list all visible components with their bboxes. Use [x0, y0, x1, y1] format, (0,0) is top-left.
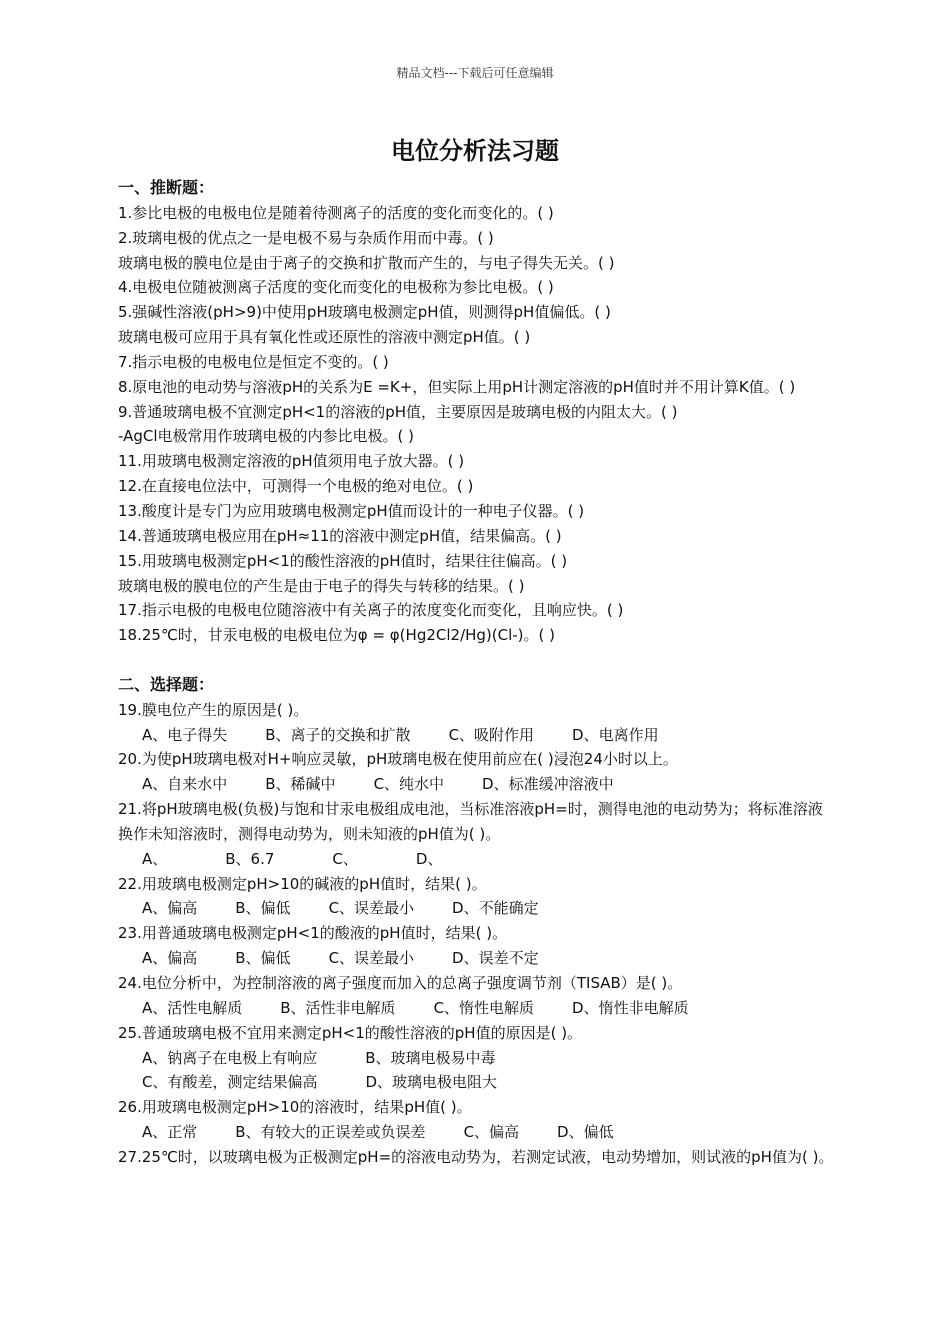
option: A、 [142, 849, 168, 868]
question-21: 21.将pH玻璃电极(负极)与饱和甘汞电极组成电池，当标准溶液pH=时，测得电池的电动势为；将标准溶液换作未知溶液时，测得电动势为，则未知液的pH值为( )。 [118, 800, 823, 843]
section-heading-judgement: 一、推断题： [118, 178, 215, 197]
option: A、自来水中 [142, 775, 228, 794]
question-line: 2.玻璃电极的优点之一是电极不易与杂质作用而中毒。( ) [118, 228, 494, 247]
option: A、活性电解质 [142, 998, 243, 1017]
question-line: 9.普通玻璃电极不宜测定pH<1的溶液的pH值，主要原因是玻璃电极的内阻太大。( ) [118, 402, 678, 421]
option: B、离子的交换和扩散 [265, 725, 411, 744]
option: C、吸附作用 [448, 725, 535, 744]
option: B、活性非电解质 [280, 998, 396, 1017]
option: A、电子得失 [142, 725, 228, 744]
option: C、惰性电解质 [433, 998, 535, 1017]
question-line: 8.原电池的电动势与溶液pH的关系为E =K+，但实际上用pH计测定溶液的pH值时并不用计算K值。( ) [118, 377, 796, 396]
option: C、纯水中 [373, 775, 445, 794]
question-line: 18.25℃时，甘汞电极的电极电位为φ = φ(Hg2Cl2/Hg)(Cl-)。( ) [118, 626, 556, 645]
question-22: 22.用玻璃电极测定pH>10的碱液的pH值时，结果( )。 [118, 874, 487, 893]
option: D、误差不定 [452, 949, 539, 968]
question-line: 15.用玻璃电极测定pH<1的酸性溶液的pH值时，结果往往偏高。( ) [118, 551, 568, 570]
question-26: 26.用玻璃电极测定pH>10的溶液时，结果pH值( )。 [118, 1098, 472, 1117]
section-heading-choice: 二、选择题： [118, 674, 215, 694]
option: C、误差最小 [328, 899, 415, 918]
option: B、稀碱中 [265, 775, 336, 794]
document-body [118, 176, 834, 1170]
option: D、 [415, 849, 443, 868]
question-line: 1.参比电极的电极电位是随着待测离子的活度的变化而变化的。( ) [118, 203, 554, 222]
option: D、惰性非电解质 [572, 998, 689, 1017]
question-line: 7.指示电极的电极电位是恒定不变的。( ) [118, 352, 389, 371]
option: A、偏高 [142, 949, 198, 968]
question-line: 4.电极电位随被测离子活度的变化而变化的电极称为参比电极。( ) [118, 278, 554, 297]
question-line: 玻璃电极的膜电位的产生是由于电子的得失与转移的结果。( ) [118, 576, 525, 595]
options-22 [118, 896, 834, 921]
option: C、有酸差，测定结果偏高 [142, 1073, 318, 1092]
question-line: 17.指示电极的电极电位随溶液中有关离子的浓度变化而变化，且响应快。( ) [118, 601, 624, 620]
page-header: 精品文档---下载后可任意编辑 [396, 66, 554, 80]
question-24: 24.电位分析中，为控制溶液的离子强度而加入的总离子强度调节剂（TISAB）是( )。 [118, 974, 683, 992]
spacer [118, 648, 834, 673]
question-line: 14.普通玻璃电极应用在pH≈11的溶液中测定pH值，结果偏高。( ) [118, 526, 562, 545]
option: B、玻璃电极易中毒 [365, 1048, 496, 1067]
option: C、偏高 [463, 1123, 520, 1142]
option: A、正常 [142, 1123, 198, 1142]
question-line: 玻璃电极可应用于具有氧化性或还原性的溶液中测定pH值。( ) [118, 328, 531, 347]
option: C、 [332, 849, 358, 868]
option: D、偏低 [557, 1123, 614, 1142]
question-20: 20.为使pH玻璃电极对H+响应灵敏，pH玻璃电极在使用前应在( )浸泡24小时以上。 [118, 750, 678, 769]
option: B、6.7 [225, 849, 275, 868]
options-24 [118, 996, 834, 1021]
options-25-b [118, 1070, 834, 1095]
option: D、不能确定 [452, 899, 539, 918]
options-25-a [118, 1046, 834, 1071]
option: A、钠离子在电极上有响应 [142, 1048, 318, 1067]
option: B、偏低 [235, 949, 291, 968]
question-25: 25.普通玻璃电极不宜用来测定pH<1的酸性溶液的pH值的原因是( )。 [118, 1023, 583, 1042]
option: B、有较大的正误差或负误差 [235, 1123, 426, 1142]
question-line: 13.酸度计是专门为应用玻璃电极测定pH值而设计的一种电子仪器。( ) [118, 501, 585, 520]
question-line: 玻璃电极的膜电位是由于离子的交换和扩散而产生的，与电子得失无关。( ) [118, 253, 615, 272]
options-21 [118, 847, 834, 872]
options-19 [118, 723, 834, 748]
question-27: 27.25℃时，以玻璃电极为正极测定pH=的溶液电动势为，若测定试液，电动势增加，则试液的pH值为( )。 [118, 1147, 834, 1166]
question-23: 23.用普通玻璃电极测定pH<1的酸液的pH值时，结果( )。 [118, 924, 508, 943]
question-line: 12.在直接电位法中，可测得一个电极的绝对电位。( ) [118, 477, 474, 496]
options-26 [118, 1120, 834, 1145]
option: A、偏高 [142, 899, 198, 918]
page-title: 电位分析法习题 [391, 137, 559, 165]
option: B、偏低 [235, 899, 291, 918]
options-20 [118, 772, 834, 797]
option: C、误差最小 [328, 949, 415, 968]
option: D、标准缓冲溶液中 [482, 775, 614, 794]
option: D、电离作用 [572, 725, 659, 744]
question-line: 11.用玻璃电极测定溶液的pH值须用电子放大器。( ) [118, 452, 465, 471]
question-line: -AgCl电极常用作玻璃电极的内参比电极。( ) [118, 427, 414, 446]
options-23 [118, 946, 834, 971]
question-line: 5.强碱性溶液(pH>9)中使用pH玻璃电极测定pH值，则测得pH值偏低。( ) [118, 303, 611, 322]
option: D、玻璃电极电阻大 [365, 1073, 498, 1092]
question-19: 19.膜电位产生的原因是( )。 [118, 700, 309, 719]
